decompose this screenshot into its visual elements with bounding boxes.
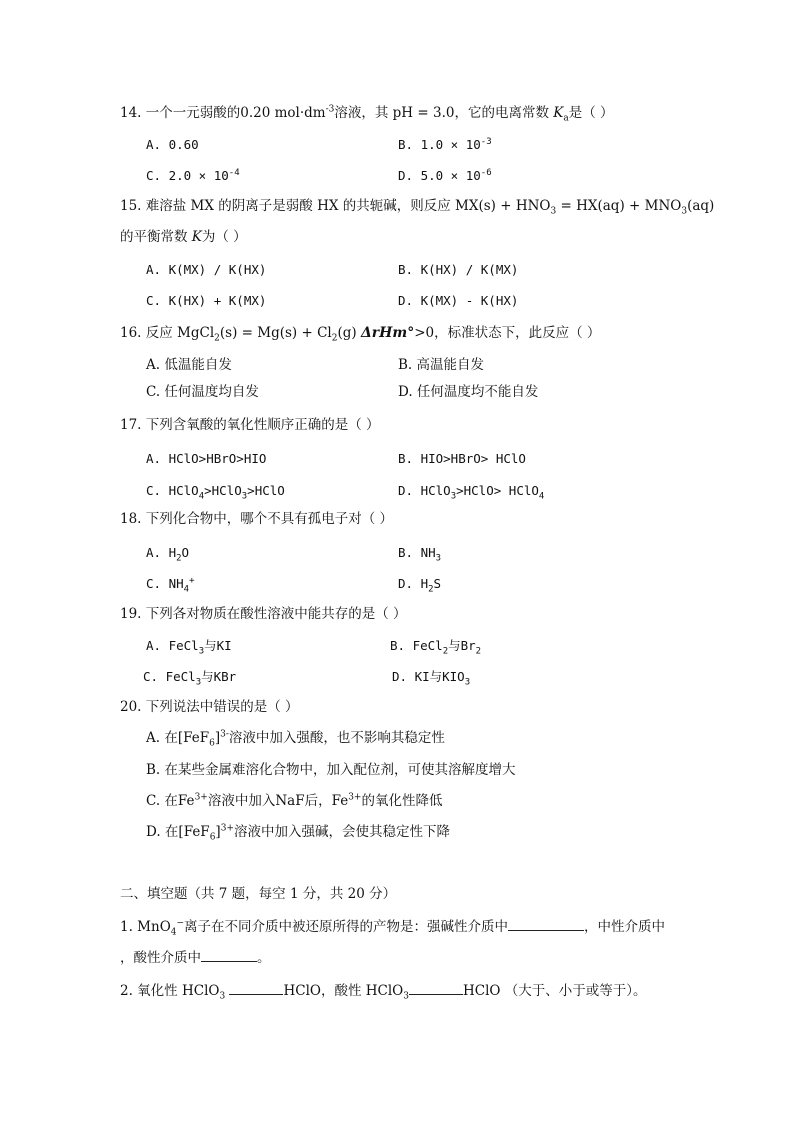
answer-blank-acidic[interactable]	[201, 947, 257, 962]
question-20-option-b: B. 在某些金属难溶化合物中，加入配位剂，可使其溶解度增大	[146, 762, 516, 778]
question-16-option-c: C. 任何温度均自发	[146, 384, 259, 400]
question-18-option-d: D. $H_2S$	[398, 576, 442, 595]
question-19-option-a: A. FeCl$_3$与KI	[146, 638, 232, 657]
question-20-option-d: D. 在$[FeF_6]^{3+}$溶液中加入强碱，会使其稳定性下降	[146, 823, 450, 843]
question-15-option-b: B. K(HX) / K(MX)	[398, 262, 519, 277]
question-20-option-a: A. 在$[FeF_6]^{3-}$溶液中加入强酸，也不影响其稳定性	[146, 729, 445, 749]
question-14-option-d: D. $5.0 \times 10^{-6}$	[398, 167, 492, 183]
question-19-option-b: B. FeCl$_2$与$Br_2$	[390, 638, 482, 657]
question-20-stem: 20. 下列说法中错误的是（ ）	[120, 699, 299, 715]
question-15-option-d: D. K(MX) - K(HX)	[398, 293, 519, 308]
fill-question-1-line1: 1. MnO$_4$−离子在不同介质中被还原所得的产物是：强碱性介质中 ，中性介质中	[120, 916, 665, 937]
question-16-option-d: D. 任何温度均不能自发	[398, 384, 539, 400]
question-17-option-d: D. HClO$_3$>HClO> HClO$_4$	[398, 483, 545, 502]
question-19-stem: 19. 下列各对物质在酸性溶液中能共存的是（ ）	[120, 606, 407, 622]
question-17-option-c: C. HClO$_4$>HClO$_3$>HClO	[146, 483, 285, 502]
question-19-option-c: C. FeCl$_3$与KBr	[143, 669, 237, 688]
question-17-option-a: A. HClO>HBrO>HIO	[146, 451, 267, 466]
question-14-stem: 14. 一个一元弱酸的0.20 $mol\cdot dm^{-3}$溶液，其 pH = 3.0，它的电离常数 $K_a$是（ ）	[120, 104, 614, 124]
question-18-option-a: A. $H_2O$	[146, 545, 190, 564]
question-19-option-d: D. KI与$KIO_3$	[392, 669, 471, 688]
section-2-title: 二、填空题（共 7 题，每空 1 分，共 20 分）	[120, 886, 397, 902]
question-15-option-c: C. K(HX) + K(MX)	[146, 293, 267, 308]
question-20-option-c: C. 在$Fe^{3+}$溶液中加入NaF后，$Fe^{3+}$的氧化性降低	[146, 792, 443, 809]
question-18-option-b: B. $NH_3$	[398, 545, 442, 564]
question-16-stem: 16. 反应 MgCl$_2$(s) = $Mg(s) + Cl_2(g)$ ΔrHm°>0，标准状态下，此反应（ ）	[120, 325, 601, 344]
question-15-stem-line1: 15. 难溶盐 MX 的阴离子是弱酸 HX 的共轭碱，则反应 $MX(s) + HNO_3 = HX(aq) + MNO_3(aq)$	[120, 198, 715, 217]
answer-blank-oxidizing[interactable]	[229, 980, 283, 995]
question-16-option-b: B. 高温能自发	[398, 357, 485, 373]
question-14-option-a: A. 0.60	[146, 137, 199, 152]
fill-question-1-line2: ，酸性介质中 。	[120, 947, 271, 968]
question-17-stem: 17. 下列含氧酸的氧化性顺序正确的是（ ）	[120, 417, 380, 433]
question-16-option-a: A. 低温能自发	[146, 357, 232, 373]
question-14-option-b: B. $1.0 \times 10^{-3}$	[398, 136, 492, 152]
question-17-option-b: B. HIO>HBrO> HClO	[398, 451, 526, 466]
answer-blank-acidity[interactable]	[409, 980, 463, 995]
fill-question-2: 2. 氧化性 HClO$_3$ HClO，酸性 HClO$_3$ HClO （大于、小于或等于）。	[120, 980, 647, 1001]
question-14-option-c: C. $2.0 \times 10^{-4}$	[146, 167, 240, 183]
answer-blank-strong-base[interactable]	[508, 916, 584, 931]
enthalpy-symbol: ΔrHm°	[360, 325, 415, 341]
question-18-option-c: C. $NH_4^+$	[146, 575, 195, 595]
question-15-stem-line2: 的平衡常数 K为（ ）	[120, 229, 247, 245]
question-15-option-a: A. K(MX) / K(HX)	[146, 262, 267, 277]
question-18-stem: 18. 下列化合物中，哪个不具有孤电子对（ ）	[120, 511, 394, 527]
